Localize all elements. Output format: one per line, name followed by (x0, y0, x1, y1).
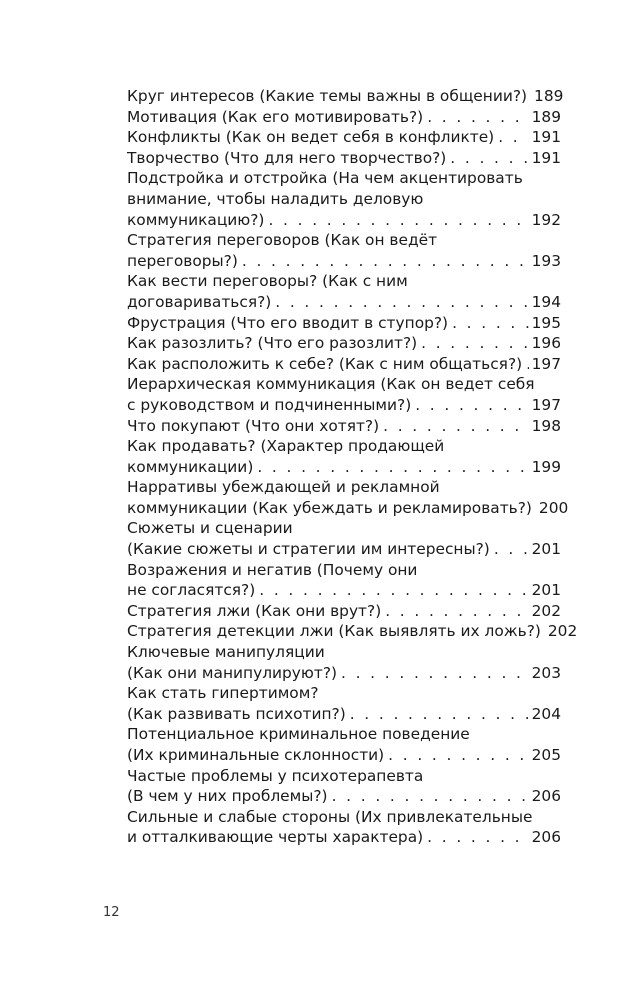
toc-entry (127, 518, 561, 559)
toc-page-number: 191 (531, 128, 561, 147)
toc-entry-last-line (127, 745, 561, 766)
dot-leader (259, 580, 528, 601)
toc-page-number: 206 (531, 828, 561, 847)
toc-page-number: 203 (531, 663, 561, 682)
toc-entry-last-line (127, 786, 561, 807)
toc-entry (127, 168, 561, 230)
toc-entry-title-line: Как вести переговоры? (Как с ним (127, 272, 408, 291)
toc-entry-last-line (127, 107, 561, 128)
toc-page-number: 189 (531, 107, 561, 126)
toc-entry-title-line: (Как они манипулируют?) (127, 663, 338, 682)
toc-entry-last-line (127, 498, 569, 519)
toc-page-number: 202 (531, 601, 561, 620)
toc-page-number: 193 (531, 251, 561, 270)
toc-entry (127, 766, 561, 807)
toc-entry-title-line: Как стать гипертимом? (127, 684, 319, 703)
toc-entry-title-line: Подстройка и отстройка (На чем акцентировать (127, 169, 523, 188)
toc-entry-last-line (127, 127, 561, 148)
toc-page-number: 197 (531, 354, 561, 373)
toc-entry-title-line: не согласятся?) (127, 581, 256, 600)
toc-page-number: 189 (534, 87, 564, 105)
toc-entry (127, 642, 561, 683)
dot-leader (450, 148, 528, 169)
toc-entry (127, 107, 561, 128)
toc-entry (127, 560, 561, 601)
toc-entry-title-line: коммуникацию?) (127, 210, 265, 229)
toc-entry-title-line: Творчество (Что для него творчество?) (127, 148, 447, 167)
toc-entry (127, 313, 561, 334)
toc-entry-last-line (127, 580, 561, 601)
toc-page-number: 191 (531, 148, 561, 167)
dot-leader (341, 663, 529, 684)
dot-leader (383, 416, 529, 437)
toc-page-number: 200 (538, 498, 569, 517)
toc-entry-title-line: Нарративы убеждающей и рекламной (127, 478, 440, 497)
toc-entry (127, 86, 564, 107)
toc-entry (127, 724, 561, 765)
toc-entry-title-line: (В чем у них проблемы?) (127, 787, 328, 806)
toc-entry-title-line: Как разозлить? (Что его разозлит?) (127, 334, 418, 353)
toc-entry-title-line: Как расположить к себе? (Как с ним общаться?) (127, 354, 523, 373)
toc-entry-title-line: Фрустрация (Что его вводит в ступор?) (127, 313, 449, 332)
toc-page-number: 197 (531, 395, 561, 414)
toc-entry-last-line (127, 621, 578, 642)
toc-page-number: 195 (531, 313, 561, 332)
toc-page-number: 196 (531, 334, 561, 353)
table-of-contents (127, 86, 578, 848)
dot-leader (498, 127, 528, 148)
toc-entry (127, 127, 561, 148)
toc-entry-title-line: Круг интересов (Какие темы важны в общении?) (127, 87, 528, 105)
toc-entry-title-line: Потенциальное криминальное поведение (127, 725, 470, 744)
toc-entry-title-line: коммуникации (Как убеждать и рекламировать?) (127, 498, 532, 517)
toc-entry-last-line (127, 333, 561, 354)
dot-leader (385, 601, 528, 622)
toc-entry-title-line: Как продавать? (Характер продающей (127, 437, 445, 456)
dot-leader (427, 827, 528, 848)
toc-entry-last-line (127, 601, 561, 622)
toc-page-number: 201 (531, 540, 561, 559)
dot-leader (415, 395, 528, 416)
dot-leader (350, 704, 529, 725)
toc-entry-title-line: договариваться?) (127, 292, 272, 311)
toc-page-number: 199 (531, 457, 561, 476)
toc-entry-last-line (127, 539, 561, 560)
toc-entry-title-line: (Как развивать психотип?) (127, 704, 346, 723)
toc-page-number: 198 (531, 416, 561, 435)
toc-entry (127, 148, 561, 169)
dot-leader (421, 333, 528, 354)
toc-entry (127, 601, 561, 622)
toc-entry (127, 416, 561, 437)
toc-page-number: 194 (531, 292, 561, 311)
dot-leader (388, 745, 528, 766)
toc-entry-title-line: Возражения и негатив (Почему они (127, 560, 418, 579)
dot-leader (257, 457, 528, 478)
toc-page-number: 206 (531, 787, 561, 806)
toc-entry-title-line: (Их криминальные склонности) (127, 746, 385, 764)
toc-entry-last-line (127, 354, 561, 375)
toc-entry-title-line: (Какие сюжеты и стратегии им интересны?) (127, 540, 490, 559)
toc-entry-title-line: Частые проблемы у психотерапевта (127, 766, 424, 785)
toc-entry (127, 807, 561, 848)
toc-entry (127, 230, 561, 271)
toc-entry-title-line: Ключевые манипуляции (127, 643, 325, 662)
dot-leader (332, 786, 529, 807)
toc-entry-title-line: Мотивация (Как его мотивировать?) (127, 107, 424, 126)
toc-entry-title-line: внимание, чтобы наладить деловую (127, 189, 424, 208)
dot-leader (427, 107, 528, 128)
toc-entry (127, 621, 578, 642)
toc-entry (127, 436, 561, 477)
toc-entry (127, 374, 561, 415)
toc-entry-last-line (127, 663, 561, 684)
toc-entry-title-line: Сюжеты и сценарии (127, 519, 293, 538)
toc-entry-last-line (127, 86, 564, 107)
toc-entry-title-line: переговоры?) (127, 251, 238, 270)
toc-entry-last-line (127, 395, 561, 416)
dot-leader (242, 251, 529, 272)
toc-entry-title-line: Стратегия переговоров (Как он ведёт (127, 231, 438, 250)
toc-entry-title-line: Сильные и слабые стороны (Их привлекательные (127, 807, 533, 826)
toc-entry-title-line: Иерархическая коммуникация (Как он ведет себя (127, 375, 535, 394)
toc-entry (127, 354, 561, 375)
toc-entry-last-line (127, 704, 561, 725)
toc-page-number: 201 (531, 581, 561, 600)
toc-entry-last-line (127, 292, 561, 313)
toc-entry-title-line: Конфликты (Как он ведет себя в конфликте) (127, 128, 495, 147)
toc-entry-last-line (127, 416, 561, 437)
dot-leader (268, 210, 528, 231)
toc-entry-title-line: коммуникации) (127, 457, 254, 476)
dot-leader (494, 539, 529, 560)
toc-entry-title-line: с руководством и подчиненными?) (127, 395, 412, 414)
toc-entry-title-line: Стратегия детекции лжи (Как выявлять их ложь?) (127, 622, 541, 641)
toc-page-number: 204 (531, 704, 561, 723)
toc-page-number: 205 (531, 746, 561, 764)
dot-leader (275, 292, 528, 313)
toc-entry-last-line (127, 148, 561, 169)
toc-entry-last-line (127, 313, 561, 334)
toc-entry-last-line (127, 457, 561, 478)
toc-entry-title-line: и отталкивающие черты характера) (127, 828, 424, 847)
dot-leader (452, 313, 529, 334)
toc-entry-last-line (127, 827, 561, 848)
toc-entry (127, 333, 561, 354)
toc-entry-title-line: Стратегия лжи (Как они врут?) (127, 601, 382, 620)
dot-leader (526, 354, 528, 375)
toc-entry (127, 683, 561, 724)
toc-page-number: 202 (547, 622, 578, 641)
toc-page-number: 192 (531, 210, 561, 229)
toc-entry (127, 271, 561, 312)
page-number: 12 (103, 905, 120, 920)
toc-entry (127, 477, 569, 518)
toc-entry-last-line (127, 251, 561, 272)
toc-entry-last-line (127, 210, 561, 231)
toc-entry-title-line: Что покупают (Что они хотят?) (127, 416, 380, 435)
